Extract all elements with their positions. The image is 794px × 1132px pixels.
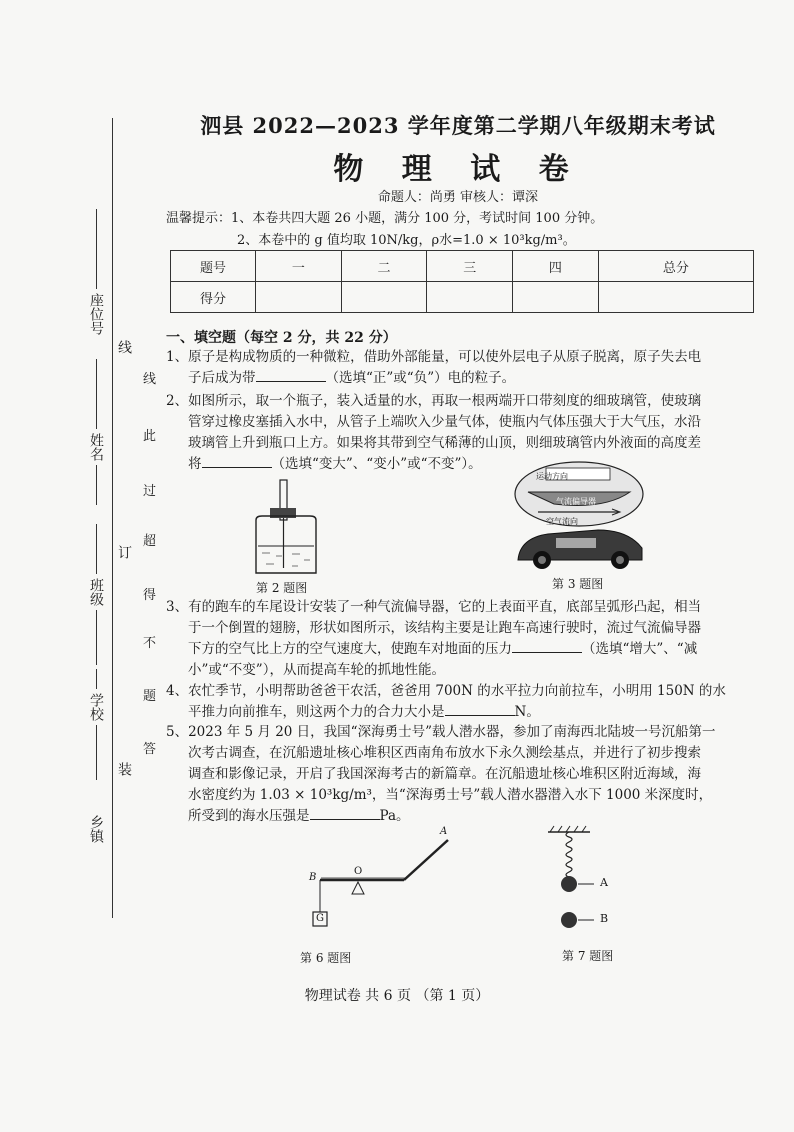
figure-3-caption: 第 3 题图 <box>552 577 604 591</box>
score-cell <box>513 282 599 313</box>
question-text <box>166 368 756 389</box>
zhuang-mark: 装 <box>116 762 132 778</box>
figure-6-caption: 第 6 题图 <box>300 951 352 965</box>
question-text: Pa。 <box>379 808 410 824</box>
question-text <box>166 702 756 723</box>
tip-line-1: 温馨提示：1、本卷共四大题 26 小题，满分 100 分，考试时间 100 分钟。 <box>166 211 604 226</box>
question-text: 2、如图所示，取一个瓶子，装入适量的水，再取一根两端开口带刻度的细玻璃管，使玻璃 <box>166 393 702 409</box>
question-text: 调查和影像记录，开启了我国深海考古的新篇章。在沉船遗址核心堆积区附近海域，海 <box>188 766 701 782</box>
question-text: （选填“变大”、“变小”或“不变”）。 <box>271 456 482 472</box>
figure-6-label-g: G <box>316 913 324 924</box>
question-text: 水密度约为 1.03 × 10³kg/m³，当“深海勇士号”载人潜水器潜入水下 1000 米深度时， <box>188 787 713 803</box>
question-text: 子后成为带 <box>188 370 256 386</box>
seal-char: 得 <box>143 588 157 603</box>
figure-6-label-b: B <box>309 872 317 883</box>
figure-2-bottle <box>248 478 326 578</box>
table-header-cell: 四 <box>513 251 599 282</box>
question-text: 4、农忙季节，小明帮助爸爸干农活，爸爸用 700N 的水平拉力向前拉车，小明用 150N 的水 <box>166 683 726 699</box>
seal-char: 此 <box>143 429 157 444</box>
figure-3-car <box>508 460 650 572</box>
score-cell <box>256 282 342 313</box>
figure-3-label-spoiler: 气流偏导器 <box>556 497 596 506</box>
question-4 <box>166 681 756 723</box>
score-cell <box>427 282 513 313</box>
question-text: 平推力向前推车，则这两个力的合力大小是 <box>188 704 445 720</box>
question-text: 5、2023 年 5 月 20 日，我国“深海勇士号”载人潜水器，参加了南海西北陆坡一号沉船第一 <box>166 724 716 740</box>
binding-line <box>112 118 113 918</box>
question-text <box>166 454 756 475</box>
seal-char: 过 <box>143 484 157 499</box>
question-text: 3、有的跑车的车尾设计安装了一种气流偏导器，它的上表面平直，底部呈弧形凸起，相当 <box>166 599 702 615</box>
question-text: N。 <box>514 704 540 720</box>
tip-line-2: 2、本卷中的 g 值均取 10N/kg，ρ水=1.0 × 10³kg/m³。 <box>237 233 576 248</box>
seal-char: 不 <box>143 636 157 651</box>
exam-authors: 命题人：尚勇 审核人：谭深 <box>377 190 539 205</box>
question-text: 将 <box>188 456 202 472</box>
page-footer: 物理试卷 共 6 页 （第 1 页） <box>304 988 490 1004</box>
figure-7-caption: 第 7 题图 <box>562 949 614 963</box>
score-cell <box>598 282 753 313</box>
score-cell <box>341 282 427 313</box>
question-text: 下方的空气比上方的空气速度大，使跑车对地面的压力 <box>188 641 512 657</box>
table-header-cell: 总分 <box>598 251 753 282</box>
seal-char: 答 <box>143 742 157 757</box>
xian-mark: 线 <box>116 340 132 356</box>
question-text: 小”或“不变”），从而提高车轮的抓地性能。 <box>188 662 445 678</box>
figure-7-label-b: B <box>600 912 609 925</box>
table-row-label: 得分 <box>171 282 256 313</box>
ding-mark: 订 <box>116 545 132 561</box>
answer-blank[interactable] <box>256 369 326 382</box>
seal-char: 题 <box>143 689 157 704</box>
school-label: 学校 <box>88 693 104 721</box>
question-3 <box>166 597 756 681</box>
question-text: 次考古调查，在沉船遗址核心堆积区西南角布放水下永久测绘基点，并进行了初步搜索 <box>188 745 701 761</box>
name-field <box>86 355 106 509</box>
question-text: 管穿过橡皮塞插入水中，从管子上端吹入少量气体，使瓶内气体压强大于大气压，水沿 <box>188 414 701 430</box>
question-text: （选填“正”或“负”）电的粒子。 <box>325 370 516 386</box>
table-header-cell: 一 <box>256 251 342 282</box>
figure-7-label-a: A <box>600 876 608 889</box>
class-label: 班级 <box>88 578 104 606</box>
town-field <box>86 815 106 843</box>
table-header-cell: 二 <box>341 251 427 282</box>
score-table <box>170 250 754 313</box>
question-text: （选填“增大”、“减 <box>582 641 698 657</box>
seat-field <box>86 205 106 335</box>
seal-char: 线 <box>143 372 157 387</box>
question-text: 所受到的海水压强是 <box>188 808 310 824</box>
seal-char: 超 <box>143 534 157 549</box>
figure-6-label-a: A <box>440 826 448 837</box>
question-text <box>166 639 756 660</box>
question-text: 1、原子是构成物质的一种微粒，借助外部能量，可以使外层电子从原子脱离，原子失去电 <box>166 349 702 365</box>
table-row <box>171 251 754 282</box>
class-field <box>86 520 106 669</box>
exam-title: 泗县 2022—2023 学年度第二学期八年级期末考试 <box>200 113 716 138</box>
answer-blank[interactable] <box>445 703 515 716</box>
exam-subtitle: 物 理 试 卷 <box>333 152 583 187</box>
figure-3-label-motion: 运动方向 <box>536 472 568 481</box>
question-2 <box>166 391 756 475</box>
town-label: 乡镇 <box>88 815 104 843</box>
figure-3-label-airflow: 空气流向 <box>546 517 578 526</box>
question-1 <box>166 347 756 389</box>
section-heading: 一、填空题（每空 2 分，共 22 分） <box>166 330 397 346</box>
answer-blank[interactable] <box>512 640 582 653</box>
seat-label: 座位号 <box>88 293 104 335</box>
answer-blank[interactable] <box>310 807 380 820</box>
table-row <box>171 282 754 313</box>
question-text: 于一个倒置的翅膀，形状如图所示，该结构主要是让跑车高速行驶时，流过气流偏导器 <box>188 620 701 636</box>
table-header-cell: 题号 <box>171 251 256 282</box>
question-5 <box>166 722 756 827</box>
figure-6-label-o: O <box>354 866 363 877</box>
name-label: 姓名 <box>88 433 104 461</box>
answer-blank[interactable] <box>202 455 272 468</box>
figure-6-lever <box>300 822 470 934</box>
figure-2-caption: 第 2 题图 <box>256 581 308 595</box>
table-header-cell: 三 <box>427 251 513 282</box>
question-text: 玻璃管上升到瓶口上方。如果将其带到空气稀薄的山顶，则细玻璃管内外液面的高度差 <box>188 435 701 451</box>
school-field <box>86 665 106 784</box>
